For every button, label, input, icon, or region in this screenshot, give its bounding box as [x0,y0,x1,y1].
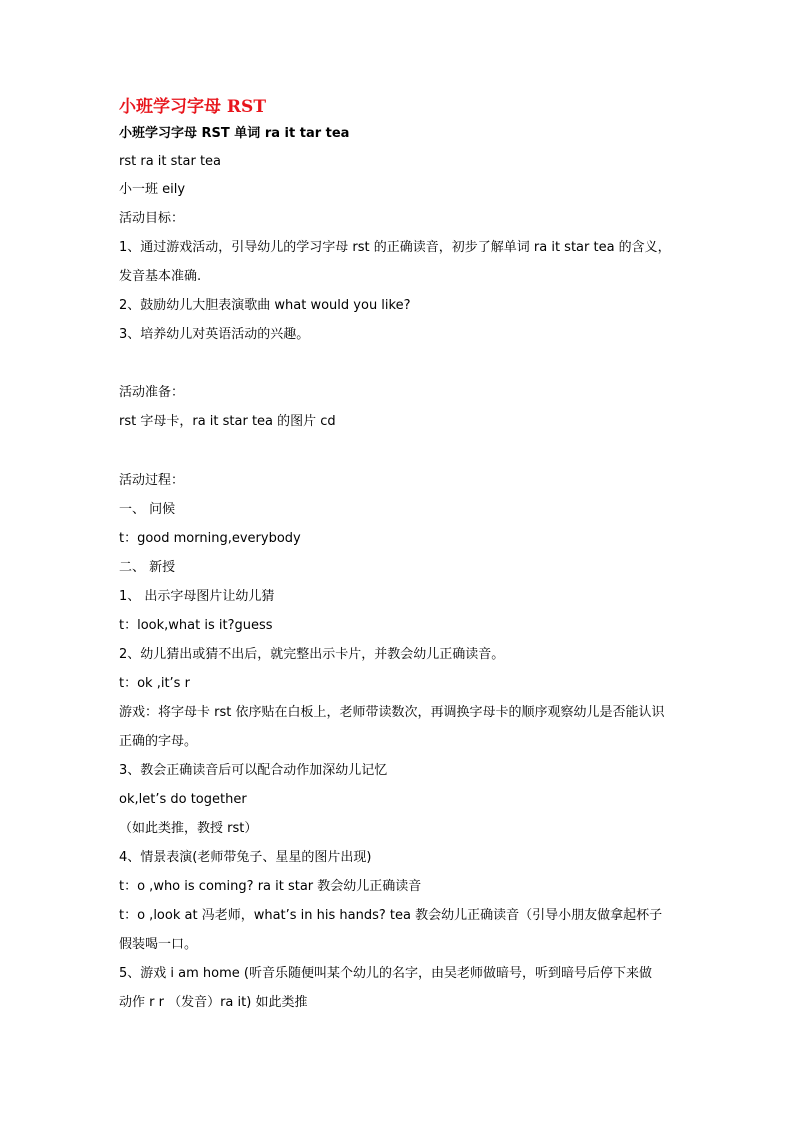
document-subtitle: 小班学习字母 RST 单词 ra it tar tea [119,126,350,141]
substep-4: 4、情景表演(老师带兔子、星星的图片出现) [119,850,372,865]
goal-2: 2、鼓励幼儿大胆表演歌曲 what would you like? [119,298,411,313]
step-1-heading: 一、 问候 [119,502,176,517]
goal-3: 3、培养幼儿对英语活动的兴趣。 [119,327,310,342]
goal-1-line-2: 发音基本准确. [119,269,202,284]
game-line-1: 游戏：将字母卡 rst 依序贴在白板上，老师带读数次，再调换字母卡的顺序观察幼儿是否能认识 [119,705,665,720]
substep-5-line-1: 5、游戏 i am home (听音乐随便叫某个幼儿的名字，由吴老师做暗号，听到暗号后停下来做 [119,966,652,981]
substep-4-dialogue-2-line-2: 假装喝一口。 [119,937,198,952]
goals-heading: 活动目标： [119,211,185,226]
substep-2: 2、幼儿猜出或猜不出后，就完整出示卡片，并教会幼儿正确读音。 [119,647,505,662]
preparation-line: rst 字母卡，ra it star tea 的图片 cd [119,414,336,429]
vocabulary-line: rst ra it star tea [119,154,222,169]
game-line-2: 正确的字母。 [119,734,198,749]
substep-3: 3、教会正确读音后可以配合动作加深幼儿记忆 [119,763,388,778]
goal-1-line-1: 1、通过游戏活动，引导幼儿的学习字母 rst 的正确读音，初步了解单词 ra it star tea 的含义， [119,240,671,255]
substep-4-dialogue-2-line-1: t：o ,look at 冯老师，what’s in his hands? tea 教会幼儿正确读音（引导小朋友做拿起杯子 [119,908,663,923]
substep-1: 1、 出示字母图片让幼儿猜 [119,589,275,604]
class-line: 小一班 eily [119,182,186,197]
step-2-heading: 二、 新授 [119,560,176,575]
process-heading: 活动过程： [119,473,185,488]
substep-4-dialogue-1: t：o ,who is coming? ra it star 教会幼儿正确读音 [119,879,422,894]
substep-3-note: （如此类推，教授 rst） [119,821,258,836]
document-title: 小班学习字母 RST [119,97,266,117]
preparation-heading: 活动准备： [119,385,185,400]
substep-2-dialogue: t：ok ,it’s r [119,676,190,691]
substep-3-dialogue: ok,let’s do together [119,792,247,807]
substep-1-dialogue: t：look,what is it?guess [119,618,273,633]
substep-5-line-2: 动作 r r （发音）ra it) 如此类推 [119,995,308,1010]
step-1-line: t：good morning,everybody [119,531,301,546]
